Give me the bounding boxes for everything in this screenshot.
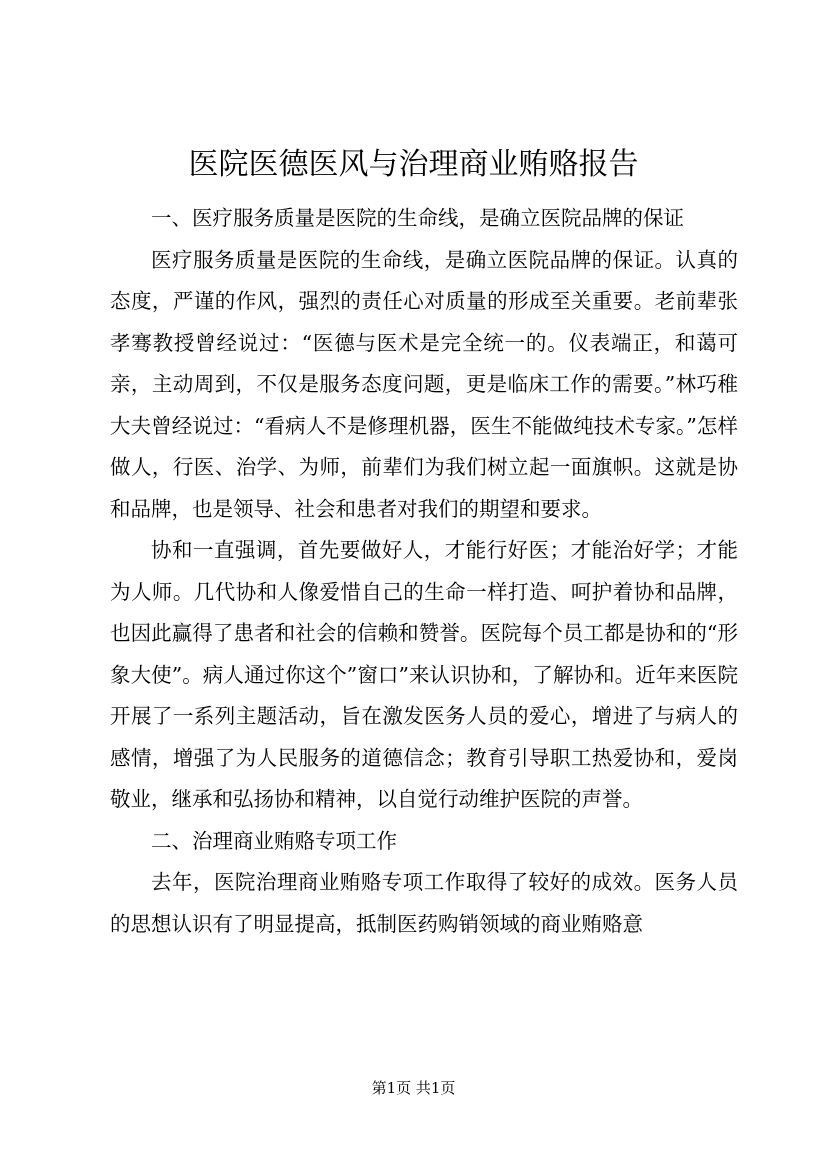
- section-heading-2: 二、治理商业贿赂专项工作: [151, 828, 397, 853]
- document-body: [110, 198, 738, 945]
- paragraph-1: 医疗服务质量是医院的生命线，是确立医院品牌的保证。认真的态度，严谨的作风，强烈的责任心对质量的形成至关重要。老前辈张孝骞教授曾经说过：“医德与医术是完全统一的。仪表端正，和蔼可亲，主动周到，不仅是服务态度问题，更是临床工作的需要。”林巧稚大夫曾经说过：“看病人不是修理机器，医生不能做纯技术专家。”怎样做人，行医、治学、为师，前辈们为我们树立起一面旗帜。这就是协和品牌，也是领导、社会和患者对我们的期望和要求。: [110, 247, 738, 521]
- document-title: 医院医德医风与治理商业贿赂报告: [188, 147, 639, 182]
- section-heading-1: 一、医疗服务质量是医院的生命线，是确立医院品牌的保证: [151, 206, 684, 230]
- paragraph-3: 去年，医院治理商业贿赂专项工作取得了较好的成效。医务人员的思想认识有了明显提高，抵制医药购销领域的商业贿赂意: [110, 870, 738, 936]
- paragraph-2: 协和一直强调，首先要做好人，才能行好医；才能治好学；才能为人师。几代协和人像爱惜自己的生命一样打造、呵护着协和品牌，也因此赢得了患者和社会的信赖和赞誉。医院每个员工都是协和的“形象大使”。病人通过你这个”窗口”来认识协和，了解协和。近年来医院开展了一系列主题活动，旨在激发医务人员的爱心，增进了与病人的感情，增强了为人民服务的道德信念；教育引导职工热爱协和，爱岗敬业，继承和弘扬协和精神，以自觉行动维护医院的声誉。: [110, 538, 738, 811]
- page-footer: 第1页 共1页: [371, 1079, 456, 1097]
